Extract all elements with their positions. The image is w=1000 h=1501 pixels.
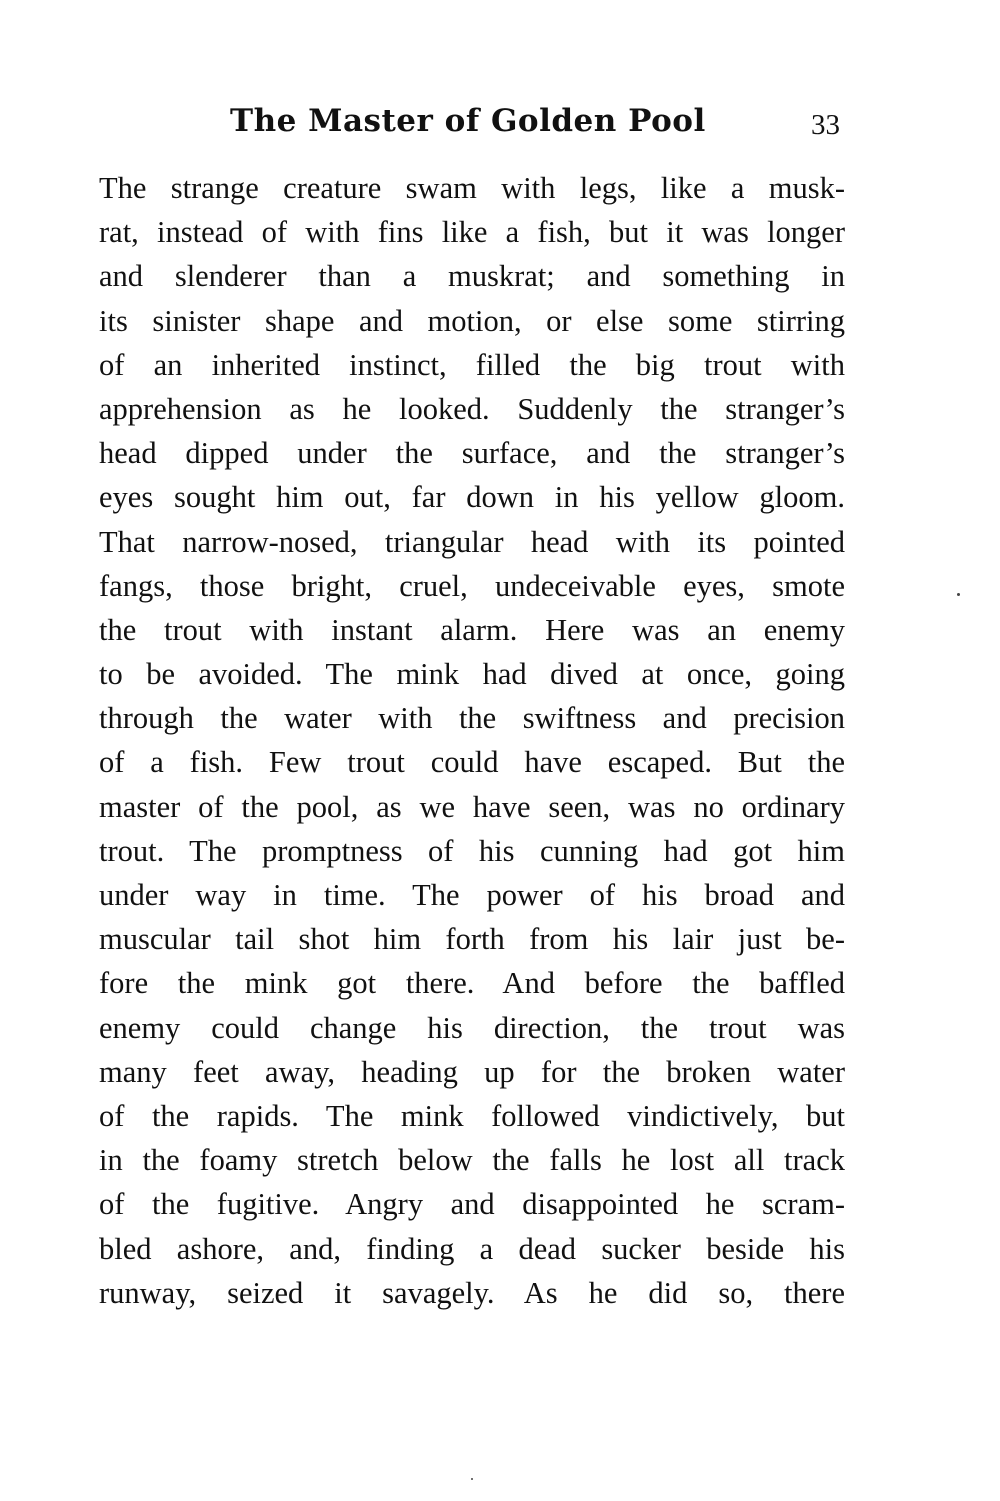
text-line: the trout with instant alarm. Here was an enemy (99, 612, 845, 647)
text-line: rat, instead of with fins like a fish, but it was longer (99, 215, 845, 250)
body-text (99, 166, 845, 1315)
text-line: its sinister shape and motion, or else some stirring (99, 303, 845, 338)
text-line: many feet away, heading up for the broken water (99, 1054, 845, 1089)
text-line: of a fish. Few trout could have escaped. But the (99, 745, 845, 780)
scan-speck (957, 593, 960, 596)
text-line: of the fugitive. Angry and disappointed he scram- (99, 1187, 845, 1222)
text-line: master of the pool, as we have seen, was no ordinary (99, 789, 845, 824)
text-line: runway, seized it savagely. As he did so, there (99, 1275, 845, 1310)
text-line: in the foamy stretch below the falls he lost all track (99, 1143, 845, 1178)
text-line: muscular tail shot him forth from his lair just be- (99, 922, 845, 957)
text-line: enemy could change his direction, the trout was (99, 1010, 845, 1045)
text-line: bled ashore, and, finding a dead sucker beside his (99, 1231, 845, 1266)
text-line: trout. The promptness of his cunning had got him (99, 833, 845, 868)
scan-speck (471, 1478, 473, 1480)
text-line: fore the mink got there. And before the baffled (99, 966, 845, 1001)
text-line: of the rapids. The mink followed vindictively, but (99, 1098, 845, 1133)
text-line: apprehension as he looked. Suddenly the stranger’s (99, 391, 845, 426)
page-number: 33 (811, 109, 840, 141)
text-line: head dipped under the surface, and the stranger’s (99, 436, 845, 471)
text-line: through the water with the swiftness and precision (99, 701, 845, 736)
text-line: and slenderer than a muskrat; and something in (99, 259, 845, 294)
running-title: The Master of Golden Pool (230, 103, 706, 139)
text-line: The strange creature swam with legs, like a musk- (99, 171, 845, 205)
text-line: to be avoided. The mink had dived at once, going (99, 657, 845, 692)
text-line: under way in time. The power of his broad and (99, 878, 845, 912)
text-line: eyes sought him out, far down in his yellow gloom. (99, 480, 845, 515)
page-header (0, 96, 1000, 146)
text-line: fangs, those bright, cruel, undeceivable eyes, smote (99, 568, 845, 603)
text-line: That narrow-nosed, triangular head with its pointed (99, 524, 845, 559)
text-line: of an inherited instinct, filled the big trout with (99, 347, 845, 382)
